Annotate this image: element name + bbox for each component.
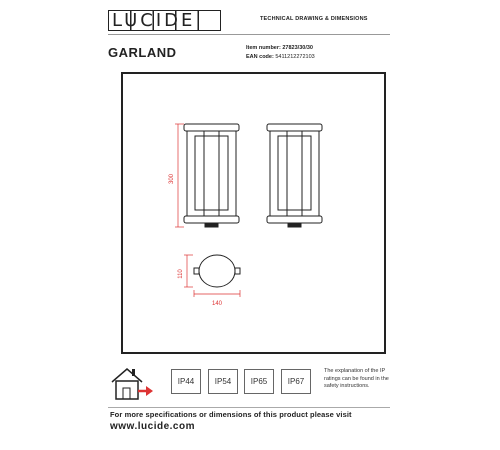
item-number-label: Item number: xyxy=(246,45,281,51)
website-link[interactable]: www.lucide.com xyxy=(110,421,195,432)
ip-explanation-note: The explanation of the IP ratings can be found in the safety instructions. xyxy=(324,368,389,389)
front-view xyxy=(184,124,239,227)
arrow-right-icon xyxy=(138,386,153,396)
depth-dimension xyxy=(184,255,193,287)
ip-rating-ip67: IP67 xyxy=(281,369,311,394)
product-title: GARLAND xyxy=(108,45,177,60)
ip-rating-ip44: IP44 xyxy=(171,369,201,394)
side-view xyxy=(267,124,322,227)
ip-rating-ip65: IP65 xyxy=(244,369,274,394)
item-info xyxy=(246,44,315,61)
width-label: 140 xyxy=(211,301,223,307)
width-dimension xyxy=(194,290,240,297)
doc-type-label: TECHNICAL DRAWING & DIMENSIONS xyxy=(260,16,368,22)
brand-logo xyxy=(108,10,223,32)
item-number-value: 27823/30/30 xyxy=(282,45,313,51)
ip-rating-ip54: IP54 xyxy=(208,369,238,394)
more-info-text: For more specifications or dimensions of this product please visit xyxy=(110,410,352,419)
footer-divider xyxy=(108,407,390,408)
house-icon xyxy=(108,364,153,404)
technical-drawing xyxy=(121,72,386,354)
top-view xyxy=(194,255,240,287)
depth-label: 110 xyxy=(178,269,184,279)
height-label: 300 xyxy=(169,173,175,185)
ean-row xyxy=(246,53,315,62)
ean-value: 5411212272103 xyxy=(275,53,315,60)
logo-text: LUCIDE xyxy=(112,10,196,31)
header-divider xyxy=(108,34,390,35)
height-dimension xyxy=(175,124,184,227)
ean-label: EAN code: xyxy=(246,53,274,60)
item-number-row xyxy=(246,44,315,53)
